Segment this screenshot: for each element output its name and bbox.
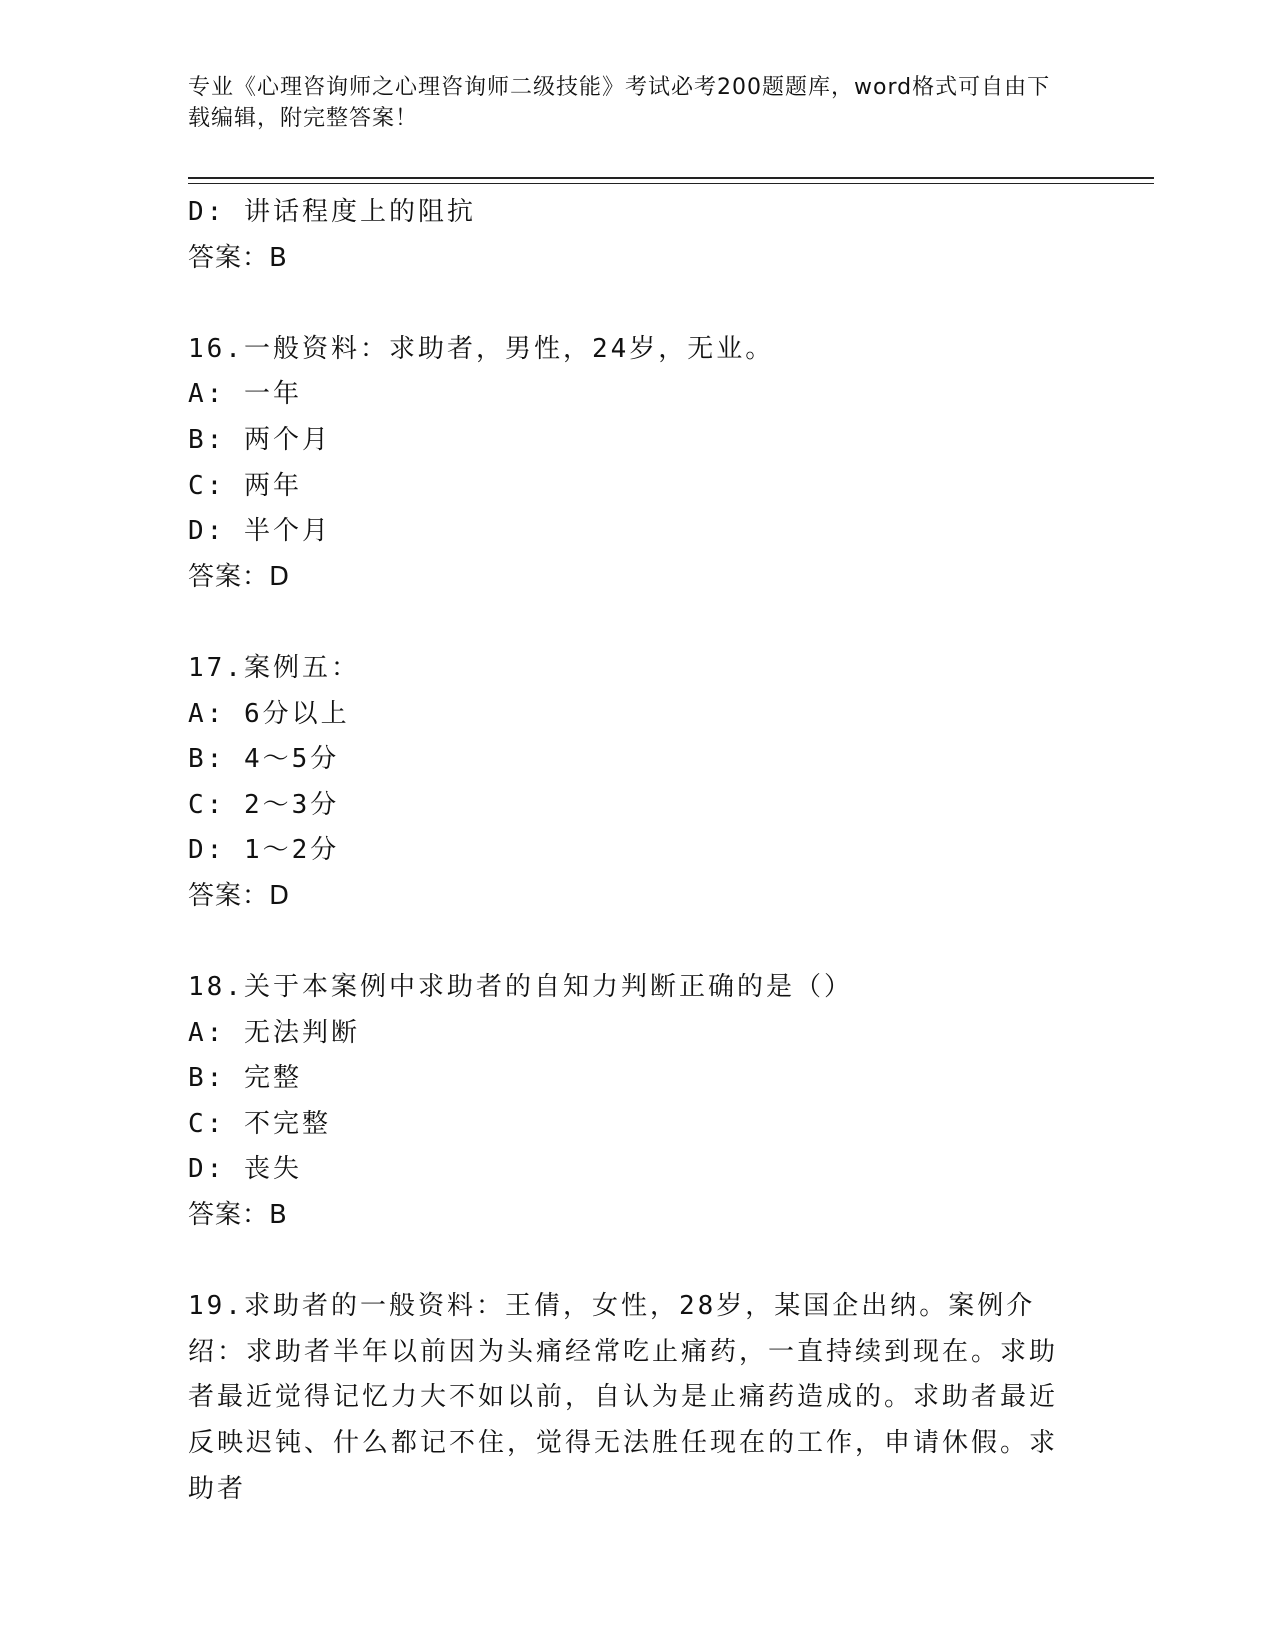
option-d: D: 半个月 — [188, 516, 331, 547]
question-18 — [188, 965, 1088, 1239]
question-stem: 16.一般资料：求助者，男性，24岁，无业。 — [188, 333, 775, 364]
option-d: D: 丧失 — [188, 1154, 302, 1185]
prev-option-d: D: 讲话程度上的阻抗 — [188, 197, 476, 227]
question-16 — [188, 327, 1088, 601]
header-divider-thin — [188, 183, 1154, 184]
header-divider-thick — [188, 177, 1154, 179]
option-c: C: 不完整 — [188, 1108, 331, 1139]
question-stem: 19.求助者的一般资料：王倩，女性，28岁，某国企出纳。案例介绍：求助者半年以前因为头痛经常吃止痛药，一直持续到现在。求助者最近觉得记忆力大不如以前，自认为是止痛药造成的。求助者最近反映迟钝、什么都记不住，觉得无法胜任现在的工作，申请休假。求助者 — [188, 1291, 1059, 1504]
question-19 — [188, 1284, 1088, 1512]
answer: 答案：B — [188, 1200, 288, 1231]
option-b: B: 完整 — [188, 1063, 302, 1094]
option-a: A: 一年 — [188, 379, 302, 410]
option-d: D: 1～2分 — [188, 835, 340, 866]
option-a: A: 无法判断 — [188, 1017, 360, 1048]
prev-answer: 答案：B — [188, 242, 288, 273]
option-b: B: 两个月 — [188, 424, 331, 455]
option-a: A: 6分以上 — [188, 698, 350, 729]
answer: 答案：D — [188, 880, 291, 911]
option-b: B: 4～5分 — [188, 744, 340, 775]
question-stem: 18.关于本案例中求助者的自知力判断正确的是（） — [188, 972, 853, 1003]
answer: 答案：D — [188, 561, 291, 592]
document-body — [188, 190, 1088, 1512]
option-c: C: 2～3分 — [188, 789, 340, 820]
option-c: C: 两年 — [188, 470, 302, 501]
question-stem: 17.案例五： — [188, 652, 360, 683]
page-header-title: 专业《心理咨询师之心理咨询师二级技能》考试必考200题题库，word格式可自由下载编辑，附完整答案！ — [188, 75, 1051, 131]
question-17 — [188, 646, 1088, 920]
